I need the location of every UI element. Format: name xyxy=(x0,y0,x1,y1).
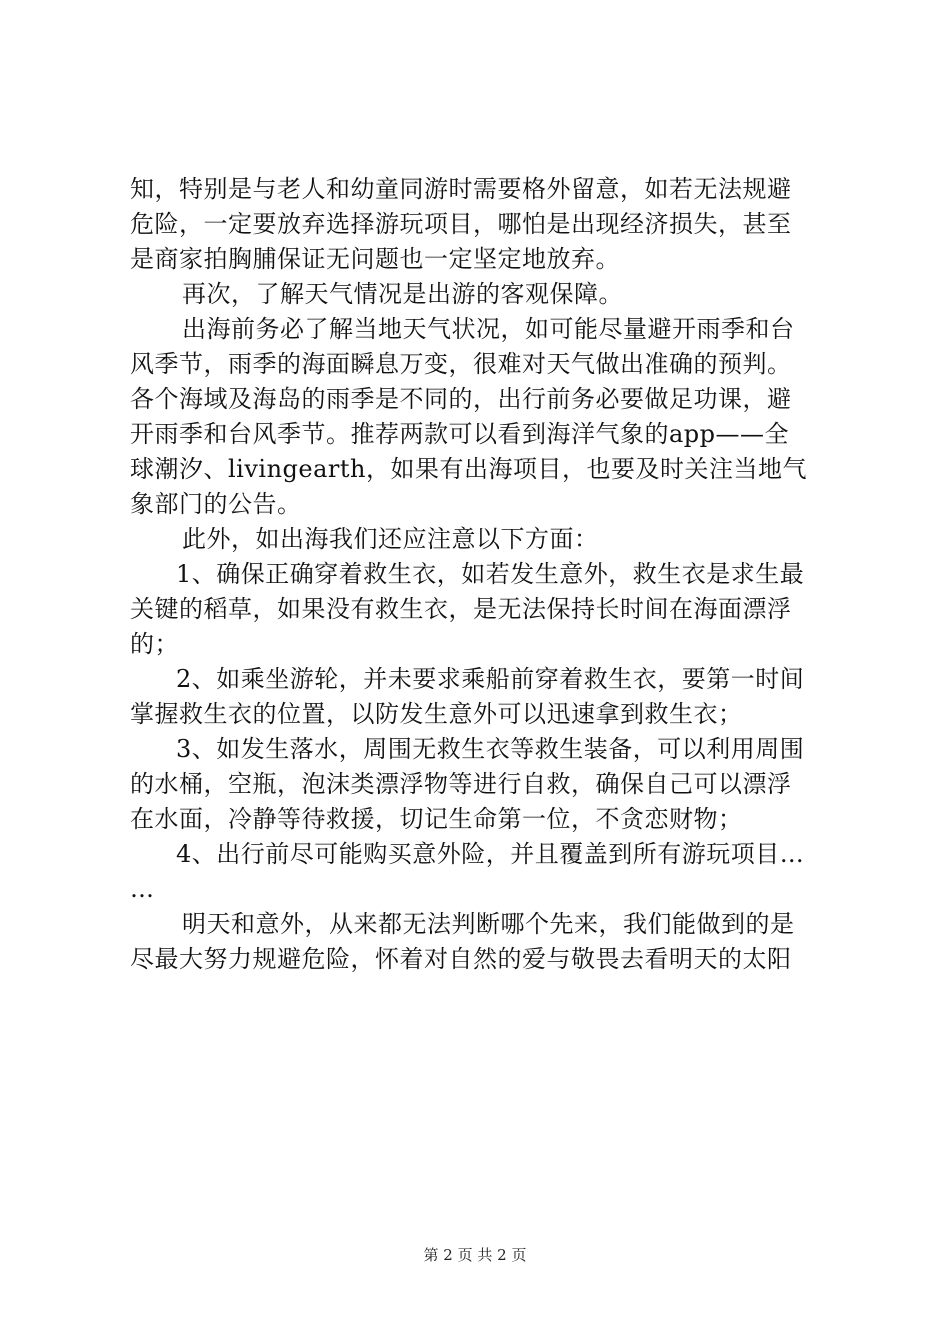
text-line: 的水桶，空瓶，泡沫类漂浮物等进行自救，确保自己可以漂浮 xyxy=(130,770,792,798)
text-line: 出海前务必了解当地天气状况，如可能尽量避开雨季和台 xyxy=(182,315,795,343)
text-line: 3、如发生落水，周围无救生衣等救生装备，可以利用周围 xyxy=(176,735,805,763)
text-line: 球潮汐、livingearth，如果有出海项目，也要及时关注当地气 xyxy=(130,455,807,483)
text-line: 此外，如出海我们还应注意以下方面： xyxy=(182,525,599,553)
text-line: 象部门的公告。 xyxy=(130,490,302,518)
text-line: 的； xyxy=(130,630,179,658)
document-body xyxy=(130,172,830,977)
text-line: 开雨季和台风季节。推荐两款可以看到海洋气象的app——全 xyxy=(130,420,790,448)
text-line: 明天和意外，从来都无法判断哪个先来，我们能做到的是 xyxy=(182,910,795,938)
text-line: 再次，了解天气情况是出游的客观保障。 xyxy=(182,280,623,308)
text-line: 关键的稻草，如果没有救生衣，是无法保持长时间在海面漂浮 xyxy=(130,595,792,623)
text-line: 1、确保正确穿着救生衣，如若发生意外，救生衣是求生最 xyxy=(176,560,805,588)
text-line: 掌握救生衣的位置，以防发生意外可以迅速拿到救生衣； xyxy=(130,700,743,728)
text-line: … xyxy=(130,875,155,903)
text-line: 4、出行前尽可能购买意外险，并且覆盖到所有游玩项目… xyxy=(176,840,805,868)
text-line: 各个海域及海岛的雨季是不同的，出行前务必要做足功课，避 xyxy=(130,385,792,413)
text-line: 危险，一定要放弃选择游玩项目，哪怕是出现经济损失，甚至 xyxy=(130,210,792,238)
text-line: 在水面，冷静等待救援，切记生命第一位，不贪恋财物； xyxy=(130,805,743,833)
text-line: 尽最大努力规避危险，怀着对自然的爱与敬畏去看明天的太阳 xyxy=(130,945,792,973)
text-line: 风季节，雨季的海面瞬息万变，很难对天气做出准确的预判。 xyxy=(130,350,792,378)
page-number-footer: 第 2 页 共 2 页 xyxy=(423,1246,527,1264)
text-line: 2、如乘坐游轮，并未要求乘船前穿着救生衣，要第一时间 xyxy=(176,665,805,693)
text-line: 是商家拍胸脯保证无问题也一定坚定地放弃。 xyxy=(130,245,620,273)
text-line: 知，特别是与老人和幼童同游时需要格外留意，如若无法规避 xyxy=(130,175,792,203)
